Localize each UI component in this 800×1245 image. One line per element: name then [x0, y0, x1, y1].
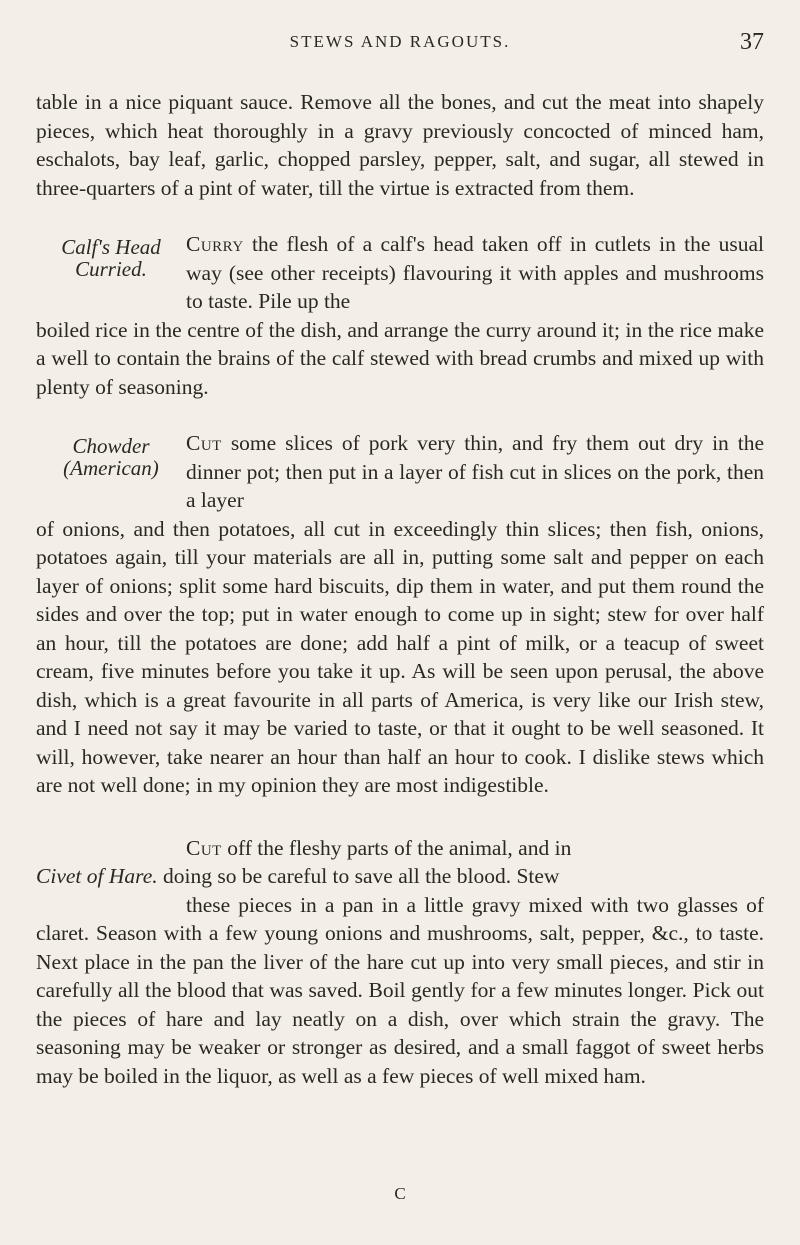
recipe-text-continued: these pieces in a pan in a little gravy mixed with two glasses of claret. Season with a few young onions and mushrooms, salt, pepper, &c., to taste. Next place in the pan the liver of the hare cut up into very small pieces, and stir in carefully all the blood that was saved. Boil gently for a few minutes longer. Pick out the pieces of hare and lay neatly on a dish, over which strain the gravy. The seasoning may be weaker or stronger as desired, and a small faggot of sweet herbs may be boiled in the liquor, as well as a few pieces of well mixed ham. [36, 892, 764, 1088]
recipe-text: off the fleshy parts of the animal, and in [227, 835, 572, 860]
lead-word: Cut [186, 431, 222, 455]
lead-word: Curry [186, 232, 244, 256]
recipe-text: some slices of pork very thin, and fry them out dry in the dinner pot; then put in a layer of fish cut in slices on the pork, then a layer [186, 431, 765, 512]
signature-mark: C [394, 1184, 406, 1203]
sidenote-chowder: Chowder (American) [63, 434, 159, 480]
recipe-calfs-head [36, 230, 764, 401]
recipe-text: the flesh of a calf's head taken off in cutlets in the usual way (see other receipts) flavouring it with apples and mushrooms to taste. Pile up the [186, 232, 765, 313]
recipe-heading: Civet of Hare. [36, 864, 158, 888]
page-number: 37 [740, 29, 764, 55]
lead-word: Cut [186, 835, 222, 860]
recipe-chowder [36, 429, 764, 800]
continued-paragraph: table in a nice piquant sauce. Remove all the bones, and cut the meat into shapely pieces, which heat thoroughly in a gravy previously concocted of minced ham, eschalots, bay leaf, garlic, chopped parsley, pepper, salt, and sugar, all stewed in three-quarters of a pint of water, till the virtue is extracted from them. [36, 90, 764, 200]
sidenote-calfs-head: Calf's Head Curried. [61, 235, 161, 281]
recipe-text-continued: boiled rice in the centre of the dish, and arrange the curry around it; in the rice make a well to contain the brains of the calf stewed with bread crumbs and mixed up with plenty of seasoning. [36, 317, 764, 399]
running-title: STEWS AND RAGOUTS. [289, 32, 511, 51]
page-header [36, 29, 764, 64]
recipe-text: doing so be careful to save all the blood. Stew [162, 864, 560, 888]
recipe-civet-of-hare [36, 834, 764, 1091]
page-body [36, 88, 764, 1090]
recipe-text-continued: of onions, and then potatoes, all cut in exceedingly thin slices; then fish, onions, potatoes again, till your materials are all in, putting some salt and pepper on each layer of onions; split some hard biscuits, dip them in water, and put them round the sides and over the top; put in water enough to come up in sight; stew for over half an hour, till the potatoes are done; add half a pint of milk, or a teacup of sweet cream, five minutes before you take it up. As will be seen upon perusal, the above dish, which is a great favourite in all parts of America, is very like our Irish stew, and I need not say it may be varied to taste, or that it ought to be well seasoned. It will, however, take nearer an hour than half an hour to cook. I dislike stews which are not well done; in my opinion they are most indigestible. [36, 516, 764, 797]
